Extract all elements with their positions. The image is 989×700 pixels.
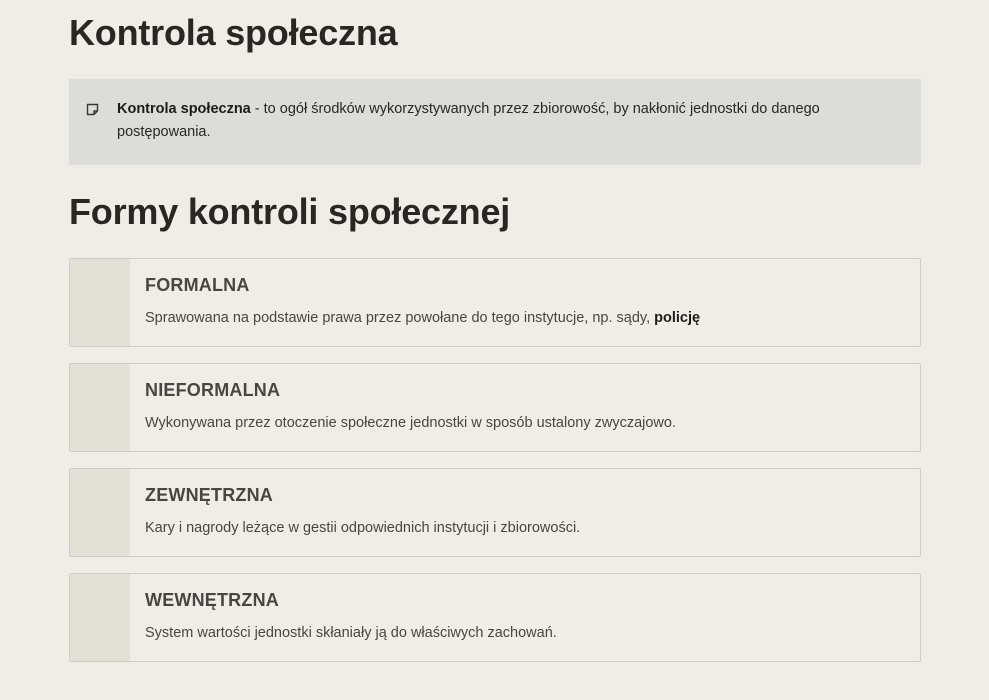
card-description-emphasis: policję bbox=[654, 310, 701, 326]
card-description-text: Kary i nagrody leżące w gestii odpowiednich instytucji i zbiorowości. bbox=[145, 520, 581, 536]
card-description-text: System wartości jednostki skłaniały ją do właściwych zachowań. bbox=[145, 625, 557, 641]
form-card-nieformalna bbox=[69, 363, 921, 452]
card-title: NIEFORMALNA bbox=[145, 380, 281, 400]
card-description bbox=[145, 310, 700, 326]
note-icon bbox=[86, 103, 99, 116]
forms-list bbox=[69, 258, 921, 678]
definition-callout bbox=[69, 79, 921, 165]
card-title: FORMALNA bbox=[145, 275, 250, 295]
definition-term: Kontrola społeczna bbox=[117, 101, 251, 117]
form-card-wewnetrzna bbox=[69, 573, 921, 662]
card-description bbox=[145, 520, 580, 536]
card-accent bbox=[70, 469, 130, 556]
form-card-formalna bbox=[69, 258, 921, 347]
card-accent bbox=[70, 259, 130, 346]
card-accent bbox=[70, 574, 130, 661]
page-title: Kontrola społeczna bbox=[69, 12, 398, 53]
section-title: Formy kontroli społecznej bbox=[69, 191, 511, 232]
definition-text bbox=[117, 98, 881, 144]
form-card-zewnetrzna bbox=[69, 468, 921, 557]
card-title: WEWNĘTRZNA bbox=[145, 590, 279, 610]
card-description bbox=[145, 415, 676, 431]
card-description-text: Sprawowana na podstawie prawa przez powołane do tego instytucje, np. sądy, bbox=[145, 310, 655, 326]
definition-body: - to ogół środków wykorzystywanych przez zbiorowość, by nakłonić jednostki do danego postępowania. bbox=[117, 101, 820, 140]
card-title: ZEWNĘTRZNA bbox=[145, 485, 273, 505]
card-description bbox=[145, 625, 557, 641]
card-description-text: Wykonywana przez otoczenie społeczne jednostki w sposób ustalony zwyczajowo. bbox=[145, 415, 676, 431]
card-accent bbox=[70, 364, 130, 451]
